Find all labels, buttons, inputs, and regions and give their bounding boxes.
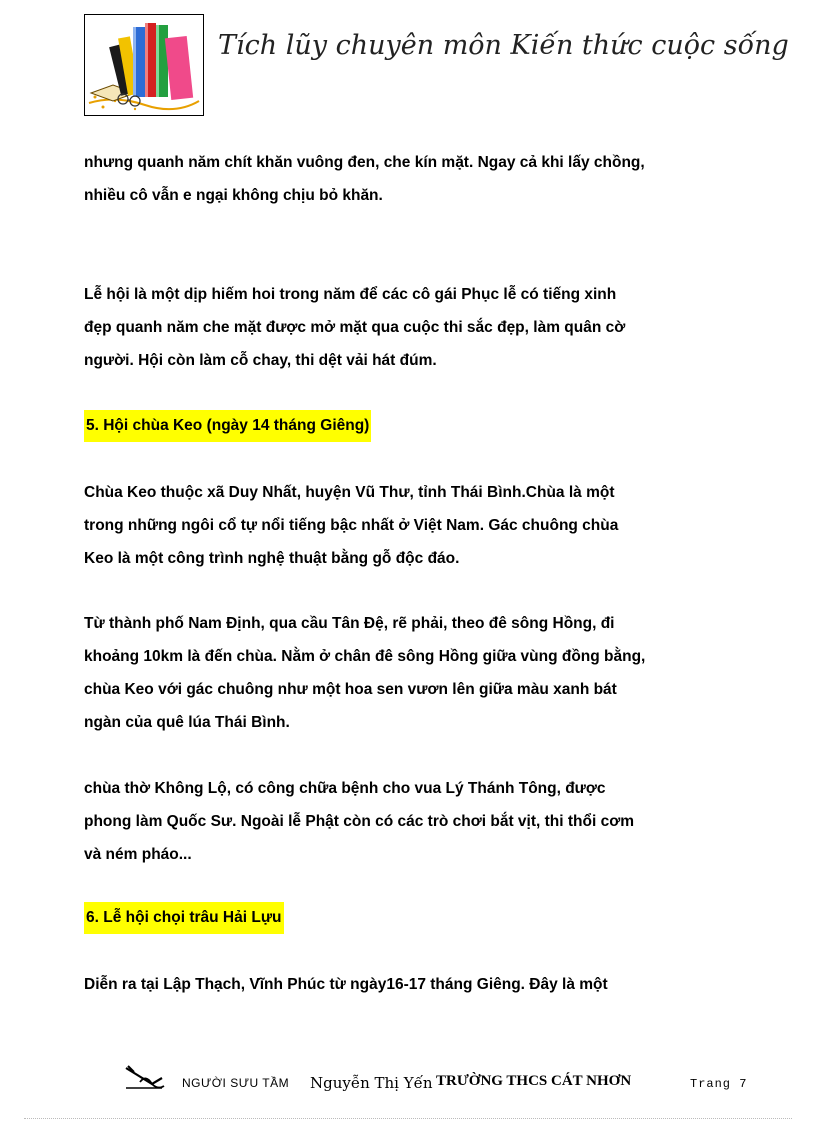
paragraph-4 — [84, 607, 744, 739]
text-line: Lễ hội là một dịp hiếm hoi trong năm để các cô gái Phục lễ có tiếng xinh — [84, 286, 617, 303]
text-line: Keo là một công trình nghệ thuật bằng gỗ độc đáo. — [84, 550, 460, 567]
text-line: trong những ngôi cổ tự nổi tiếng bậc nhất ở Việt Nam. Gác chuông chùa — [84, 517, 619, 534]
text-line: phong làm Quốc Sư. Ngoài lễ Phật còn có các trò chơi bắt vịt, thi thổi cơm — [84, 813, 634, 830]
text-line: và ném pháo... — [84, 846, 192, 863]
text-line: Chùa Keo thuộc xã Duy Nhất, huyện Vũ Thư, tỉnh Thái Bình.Chùa là một — [84, 484, 615, 501]
text-line: Diễn ra tại Lập Thạch, Vĩnh Phúc từ ngày16-17 tháng Giêng. Đây là một — [84, 976, 608, 993]
books-icon — [85, 15, 203, 115]
paragraph-2 — [84, 278, 744, 377]
page-header-title: Tích lũy chuyên môn Kiến thức cuộc sống — [218, 30, 789, 61]
text-line: nhiều cô vẫn e ngại không chịu bỏ khăn. — [84, 187, 383, 204]
paragraph-6 — [84, 968, 744, 1001]
section-heading-5: 5. Hội chùa Keo (ngày 14 tháng Giêng) — [84, 410, 371, 442]
text-line: nhưng quanh năm chít khăn vuông đen, che kín mặt. Ngay cả khi lấy chồng, — [84, 154, 645, 171]
header-logo — [84, 14, 204, 116]
bottom-divider — [24, 1118, 792, 1119]
collector-name: Nguyễn Thị Yến — [310, 1074, 433, 1092]
section-heading-6: 6. Lễ hội chọi trâu Hải Lựu — [84, 902, 284, 934]
page-footer — [0, 1058, 816, 1108]
text-line: Từ thành phố Nam Định, qua cầu Tân Đệ, rẽ phải, theo đê sông Hồng, đi — [84, 615, 615, 632]
text-line: chùa Keo với gác chuông như một hoa sen vươn lên giữa màu xanh bát — [84, 681, 617, 698]
pen-icon — [122, 1062, 166, 1092]
paragraph-5 — [84, 772, 744, 871]
school-name: TRƯỜNG THCS CÁT NHƠN — [436, 1073, 632, 1089]
text-line: ngàn của quê lúa Thái Bình. — [84, 714, 290, 731]
text-line: chùa thờ Không Lộ, có công chữa bệnh cho vua Lý Thánh Tông, được — [84, 780, 606, 797]
paragraph-3 — [84, 476, 744, 575]
text-line: đẹp quanh năm che mặt được mở mặt qua cuộc thi sắc đẹp, làm quân cờ — [84, 319, 626, 336]
collector-label: NGƯỜI SƯU TẦM — [182, 1076, 290, 1090]
paragraph-1 — [84, 146, 744, 212]
text-line: khoảng 10km là đến chùa. Nằm ở chân đê sông Hồng giữa vùng đồng bằng, — [84, 648, 646, 665]
page-number: Trang 7 — [690, 1077, 748, 1091]
text-line: người. Hội còn làm cỗ chay, thi dệt vải hát đúm. — [84, 352, 437, 369]
